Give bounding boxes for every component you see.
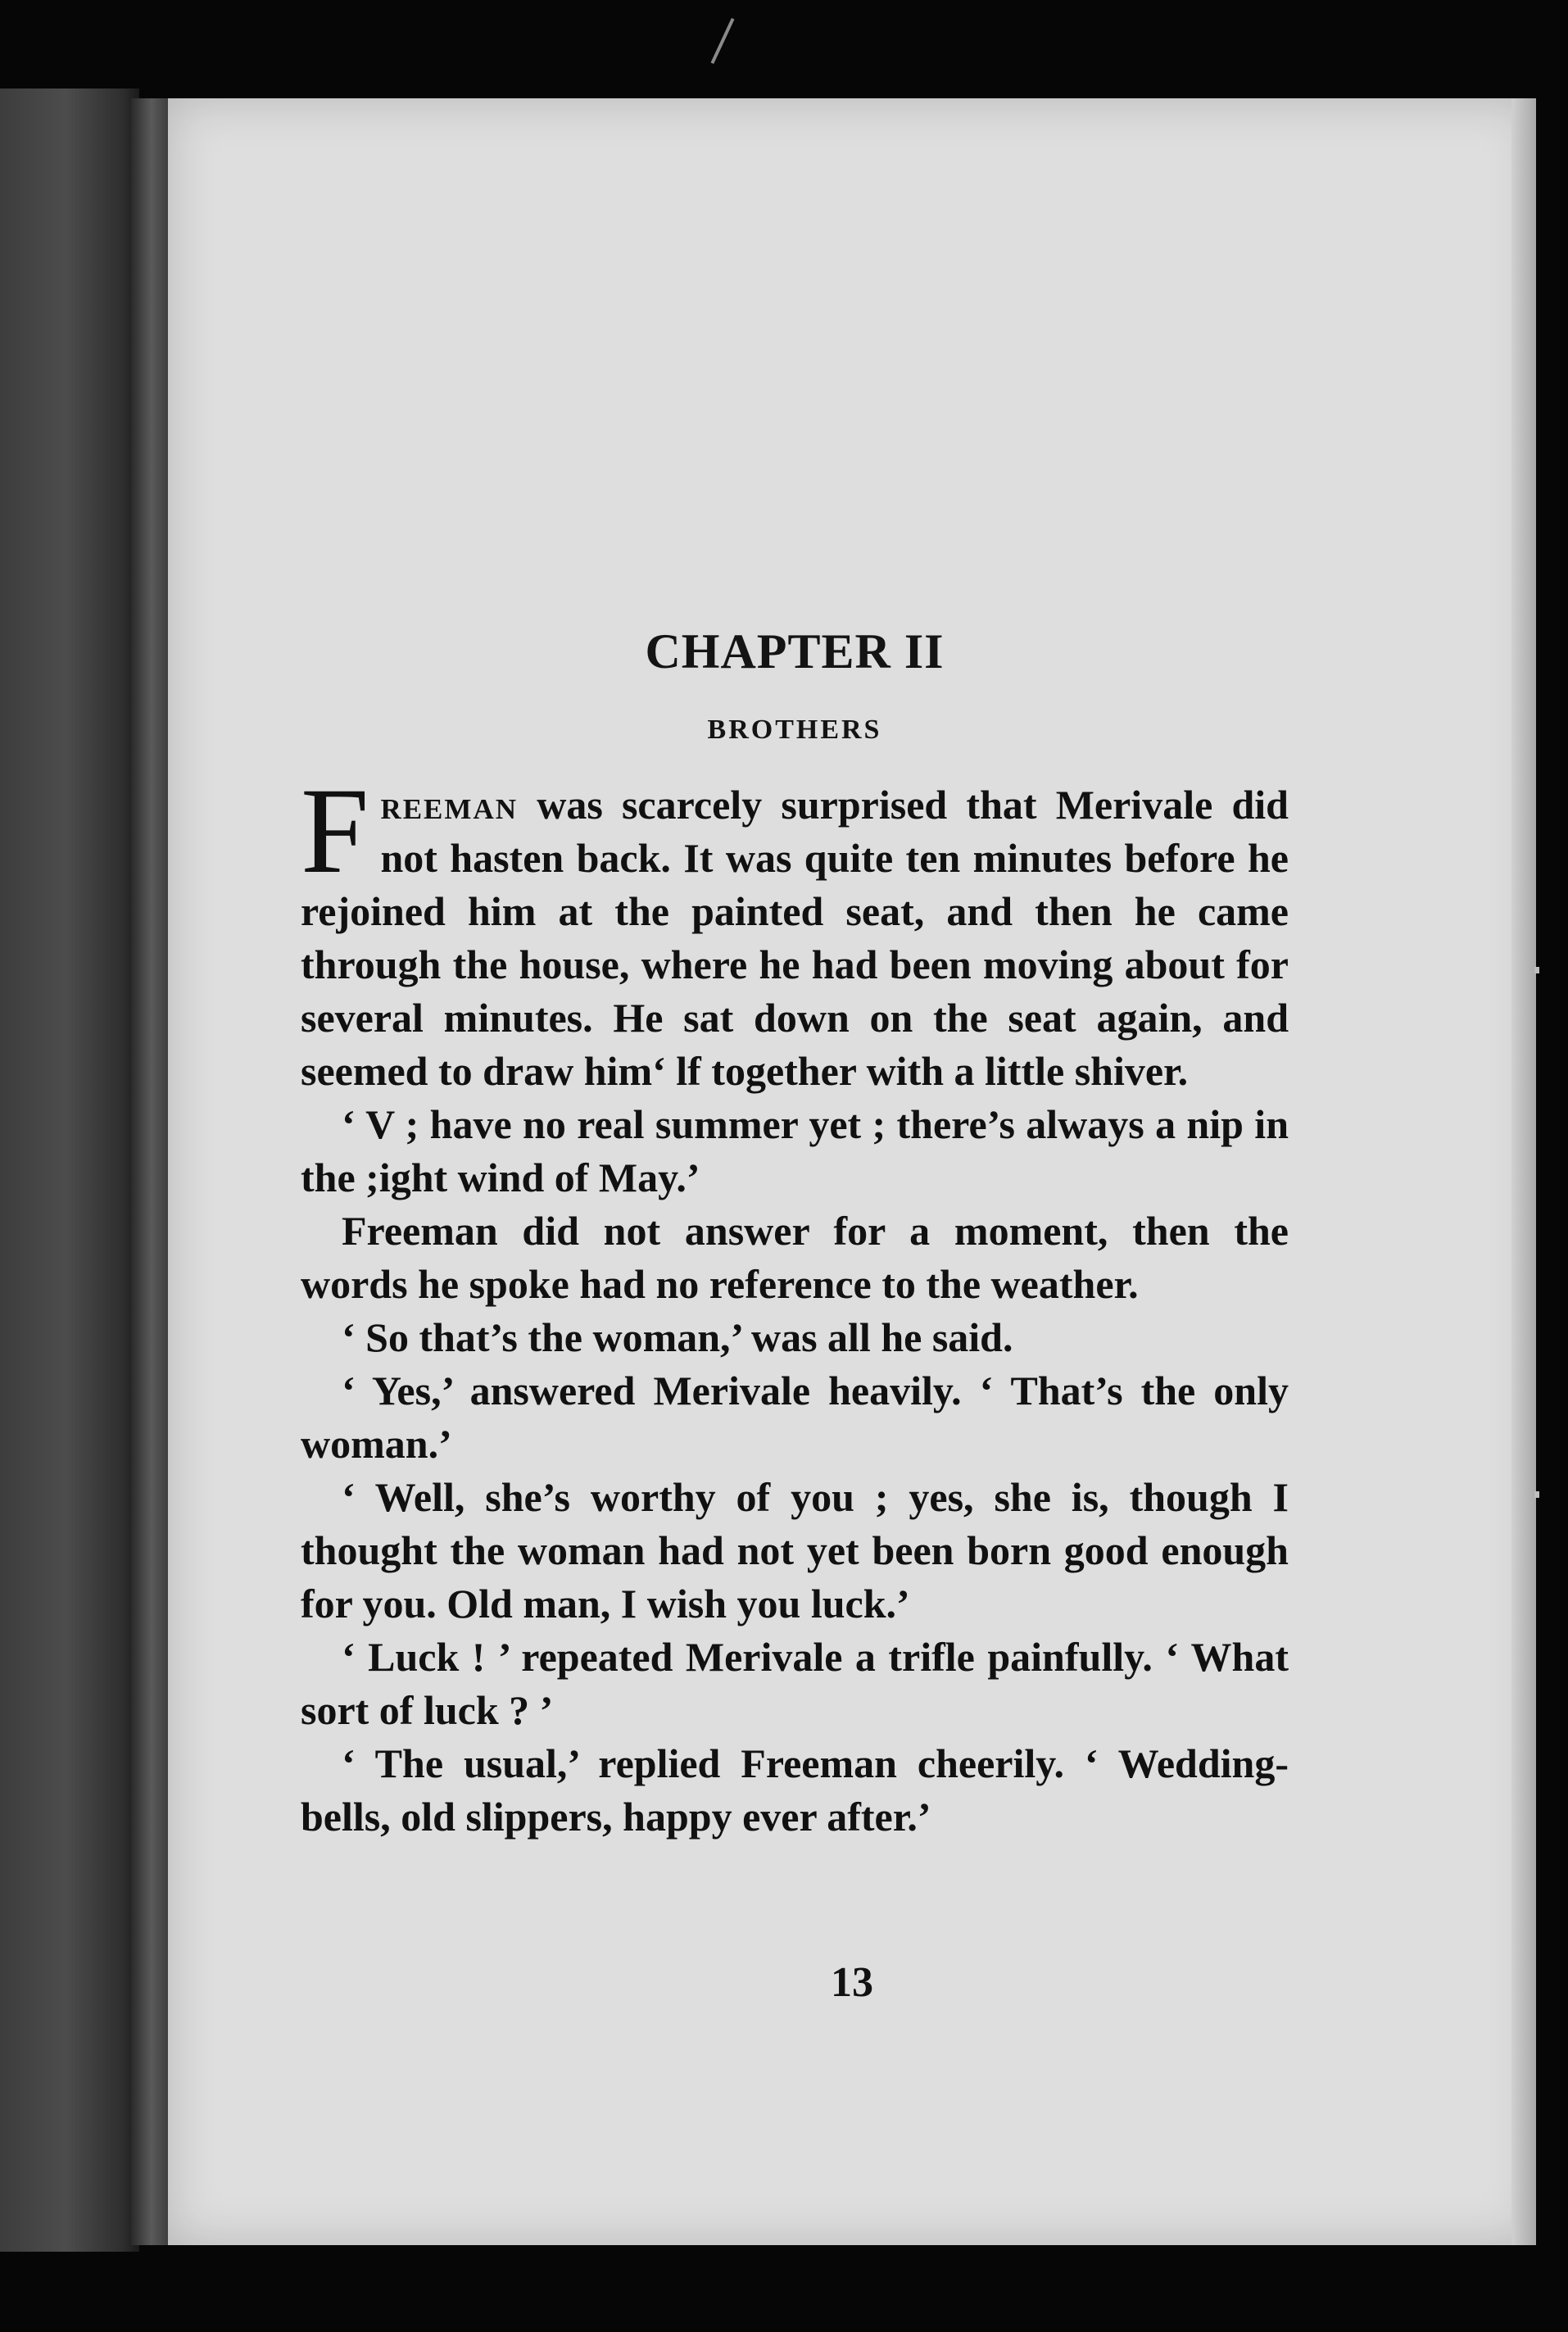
body-text: [301, 763, 1289, 1844]
paragraph: ‘ Well, she’s worthy of you ; yes, she is, though I thought the woman had not yet been born good enough for you. Old man, I wish you luck.’: [301, 1474, 1289, 1627]
book-page: [168, 98, 1536, 2245]
left-page-edge: [0, 88, 139, 2252]
paragraph: Freeman did not answer for a moment, then the words he spoke had no reference to the weather.: [301, 1208, 1289, 1307]
chapter-subtitle: BROTHERS: [707, 715, 882, 745]
text-block: [301, 623, 1289, 1844]
paragraph: ‘ Luck ! ’ repeated Merivale a trifle painfully. ‘ What sort of luck ? ’: [301, 1634, 1289, 1733]
scan-speck: [1534, 967, 1539, 973]
paragraph: ‘ The usual,’ replied Freeman cheerily. ‘ Wedding-bells, old slippers, happy ever after.’: [301, 1740, 1289, 1840]
page-number: 13: [831, 1959, 873, 2006]
page-right-edge: [1511, 98, 1536, 2245]
scan-artifact-mark: [711, 18, 735, 64]
drop-cap: F: [301, 763, 369, 899]
scan-speck: [1534, 1491, 1539, 1498]
paragraph: ‘ V ; have no real summer yet ; there’s always a nip in the ;ight wind of May.’: [301, 1101, 1289, 1200]
chapter-title: CHAPTER II: [645, 624, 945, 678]
paragraph: ‘ Yes,’ answered Merivale heavily. ‘ That’s the only woman.’: [301, 1368, 1289, 1467]
first-word-smallcaps: reeman: [380, 782, 518, 828]
paragraph: ‘ So that’s the woman,’ was all he said.: [342, 1314, 1013, 1360]
first-paragraph-text: was scarcely surprised that Merivale did not hasten back. It was quite ten minutes before he rejoined him at the painted seat, and then he came through the house, where he had been moving about for several minutes. He sat down on the seat again, and seemed to draw him‘ lf together with a little shiver.: [301, 782, 1289, 1094]
paragraph-first: [301, 763, 1289, 1098]
